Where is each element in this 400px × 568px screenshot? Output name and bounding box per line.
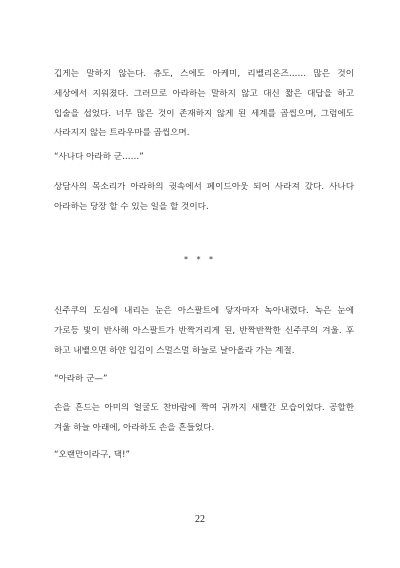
scene-separator: * * * [183, 255, 217, 264]
dialogue-line-1: “사나다 아라하 군……” [54, 152, 144, 162]
dialogue-line-2: “아라하 군—” [54, 374, 108, 384]
paragraph-1-line-1: 깁게는 말하지 않는다. 츄도, 스에도 아케미, 리벨리온즈…… 많은 것이 [54, 69, 354, 79]
paragraph-1-line-2: 세상에서 지워졌다. 그러므로 아라하는 말하지 않고 대신 짧은 대답을 하고 [54, 89, 354, 99]
paragraph-2-line-1: 상담사의 목소리가 아라하의 귓속에서 페이드아웃 되어 사라져 갔다. 사나다 [54, 182, 354, 192]
paragraph-4-line-1: 손을 흔드는 아미의 얼굴도 찬바람에 짝여 귀까지 새빨간 모습이었다. 공할한 [54, 403, 354, 413]
paragraph-2-line-2: 아라하는 당장 할 수 있는 일을 할 것이다. [54, 202, 209, 212]
paragraph-3-line-2: 가로등 빛이 반사해 아스팔트가 반짝거리게 된, 반짝반짝한 신주쿠의 겨울. 후 [54, 326, 354, 336]
paragraph-3-line-3: 하고 내뱉으면 하얀 입김이 스멀스멀 하늘로 날아올라 가는 계절. [54, 346, 295, 356]
paragraph-1-line-3: 입술을 섭었다. 너무 많은 것이 존재하지 않게 된 세계를 곱씹으며, 그럼에도 [54, 109, 354, 119]
paragraph-3-line-1: 신주쿠의 도심에 내리는 눈은 아스팔트에 닿자마자 녹아내렸다. 녹은 눈에 [54, 306, 354, 316]
paragraph-1-line-4: 사라지지 않는 트라우마를 곱씹으며. [54, 128, 190, 138]
page-number: 22 [195, 514, 205, 525]
paragraph-4-line-2: 겨울 하늘 아래에, 아라하도 손을 흔들었다. [54, 423, 215, 433]
dialogue-line-3: “오랜만이라구, 댁!” [54, 450, 130, 460]
